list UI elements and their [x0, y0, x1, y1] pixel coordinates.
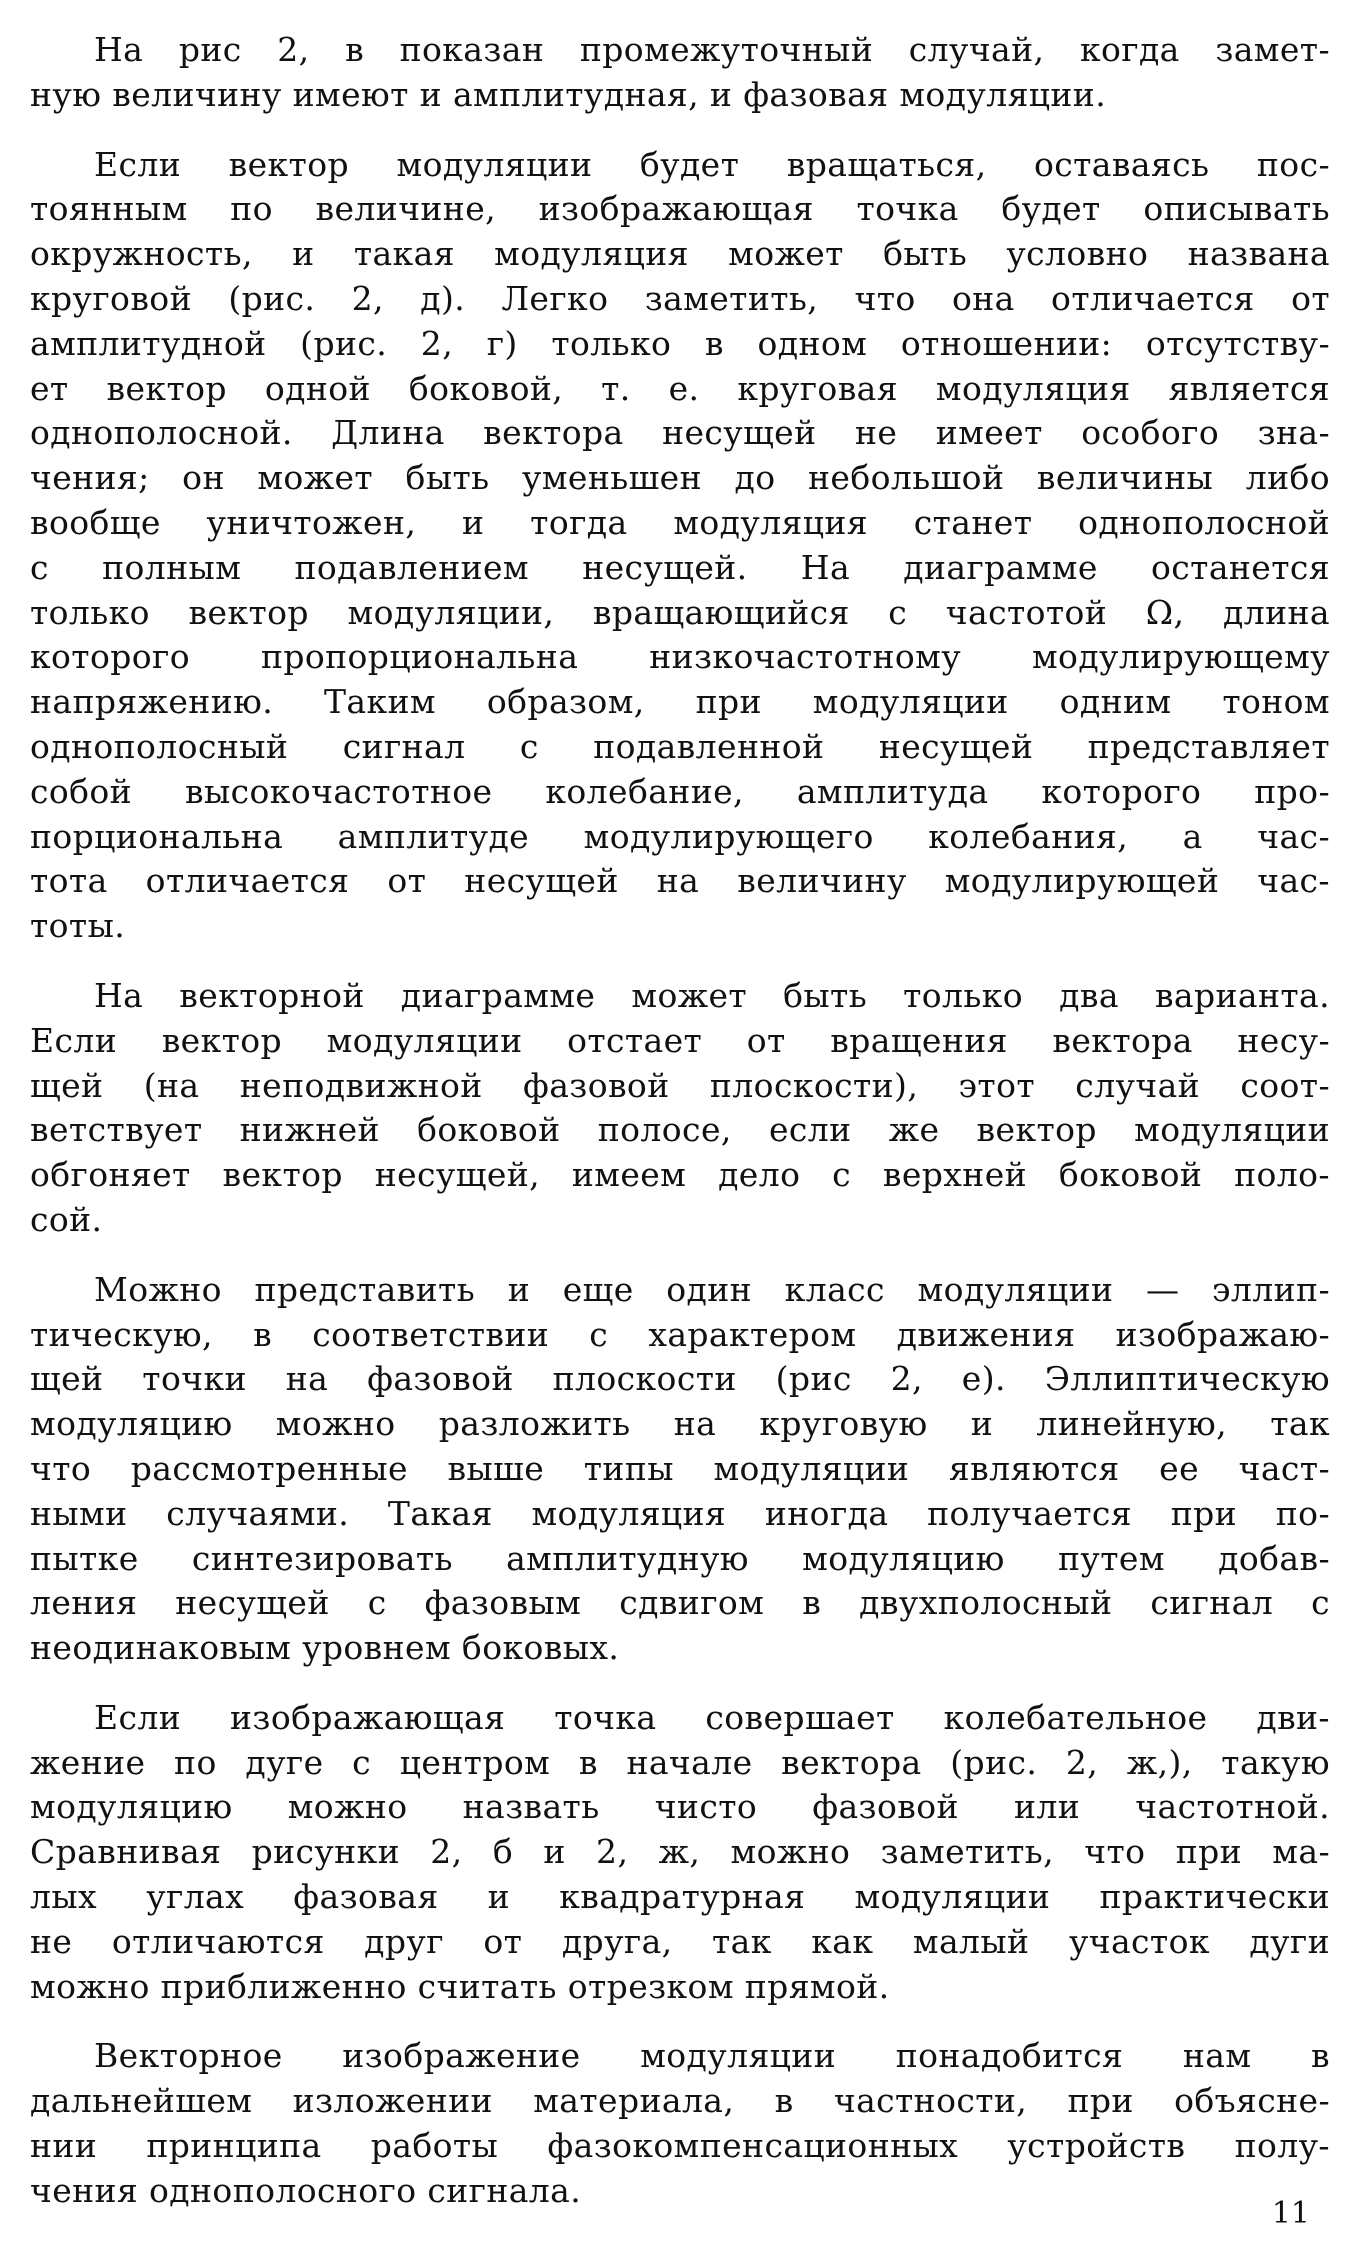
text-line: ными случаями. Такая модуляция иногда получается при по- [30, 1493, 1330, 1533]
text-line: ветствует нижней боковой полосе, если же вектор модуляции [30, 1110, 1330, 1150]
text-line: жение по дуге с центром в начале вектора (рис. 2, ж,), такую [30, 1742, 1330, 1782]
text-line: чения; он может быть уменьшен до небольшой величины либо [30, 458, 1330, 498]
text-line: с полным подавлением несущей. На диаграмме останется [30, 547, 1330, 587]
text-line: Если вектор модуляции будет вращаться, оставаясь пос- [94, 144, 1330, 184]
paragraph [30, 1696, 1330, 2010]
text-line: Векторное изображение модуляции понадобится нам в [94, 2036, 1330, 2076]
text-line: которого пропорциональна низкочастотному модулирующему [30, 637, 1330, 677]
text-line: тоты. [30, 906, 126, 946]
text-line: обгоняет вектор несущей, имеем дело с верхней боковой поло- [30, 1155, 1330, 1195]
text-line: Если изображающая точка совершает колебательное дви- [94, 1697, 1330, 1737]
text-line: На рис 2, в показан промежуточный случай, когда замет- [94, 30, 1330, 69]
text-line: тическую, в соответствии с характером движения изображаю- [30, 1314, 1330, 1354]
text-line: Можно представить и еще один класс модуляции — эллип- [94, 1269, 1330, 1309]
text-line: вообще уничтожен, и тогда модуляция станет однополосной [30, 502, 1330, 542]
text-line: круговой (рис. 2, д). Легко заметить, что она отличается от [30, 278, 1330, 318]
text-line: окружность, и такая модуляция может быть условно названа [30, 234, 1330, 274]
text-line: модуляцию можно разложить на круговую и линейную, так [30, 1404, 1330, 1444]
text-line: пытке синтезировать амплитудную модуляцию путем добав- [30, 1538, 1330, 1578]
text-line: щей точки на фазовой плоскости (рис 2, е). Эллиптическую [30, 1359, 1330, 1399]
text-line: только вектор модуляции, вращающийся с частотой Ω, длина [30, 592, 1330, 632]
paragraph [30, 28, 1330, 118]
text-line: однополосный сигнал с подавленной несущей представляет [30, 726, 1330, 766]
text-line: не отличаются друг от друга, так как малый участок дуги [30, 1921, 1330, 1961]
text-line: что рассмотренные выше типы модуляции являются ее част- [30, 1448, 1330, 1488]
text-line: дальнейшем изложении материала, в частности, при объясне- [30, 2081, 1330, 2121]
text-line: лых углах фазовая и квадратурная модуляции практически [30, 1877, 1330, 1917]
page-number: 11 [1271, 2196, 1310, 2231]
text-line: однополосной. Длина вектора несущей не имеет особого зна- [30, 413, 1330, 453]
text-line: чения однополосного сигнала. [30, 2170, 582, 2210]
text-line: Сравнивая рисунки 2, б и 2, ж, можно заметить, что при ма- [30, 1832, 1330, 1872]
text-line: неодинаковым уровнем боковых. [30, 1628, 620, 1668]
text-line: ления несущей с фазовым сдвигом в двухполосный сигнал с [30, 1583, 1330, 1623]
text-line: модуляцию можно назвать чисто фазовой или частотной. [30, 1787, 1330, 1827]
text-line: На векторной диаграмме может быть только два варианта. [94, 975, 1330, 1015]
text-line: напряжению. Таким образом, при модуляции одним тоном [30, 682, 1330, 722]
paragraph [30, 143, 1330, 949]
text-line: тота отличается от несущей на величину модулирующей час- [30, 861, 1330, 901]
text-line: можно приближенно считать отрезком прямой. [30, 1966, 890, 2006]
text-line: собой высокочастотное колебание, амплитуда которого про- [30, 771, 1330, 811]
body-text [30, 28, 1330, 2239]
text-line: сой. [30, 1199, 103, 1239]
paragraph [30, 2034, 1330, 2213]
text-line: Если вектор модуляции отстает от вращения вектора несу- [30, 1020, 1330, 1060]
text-line: порциональна амплитуде модулирующего колебания, а час- [30, 816, 1330, 856]
paragraph [30, 974, 1330, 1243]
paragraph [30, 1268, 1330, 1671]
text-line: тоянным по величине, изображающая точка будет описывать [30, 189, 1330, 229]
text-line: ет вектор одной боковой, т. е. круговая модуляция является [30, 368, 1330, 408]
text-line: амплитудной (рис. 2, г) только в одном отношении: отсутству- [30, 323, 1330, 363]
text-line: ную величину имеют и амплитудная, и фазовая модуляции. [30, 74, 1107, 114]
text-line: нии принципа работы фазокомпенсационных устройств полу- [30, 2126, 1330, 2166]
text-line: щей (на неподвижной фазовой плоскости), этот случай соот- [30, 1065, 1330, 1105]
